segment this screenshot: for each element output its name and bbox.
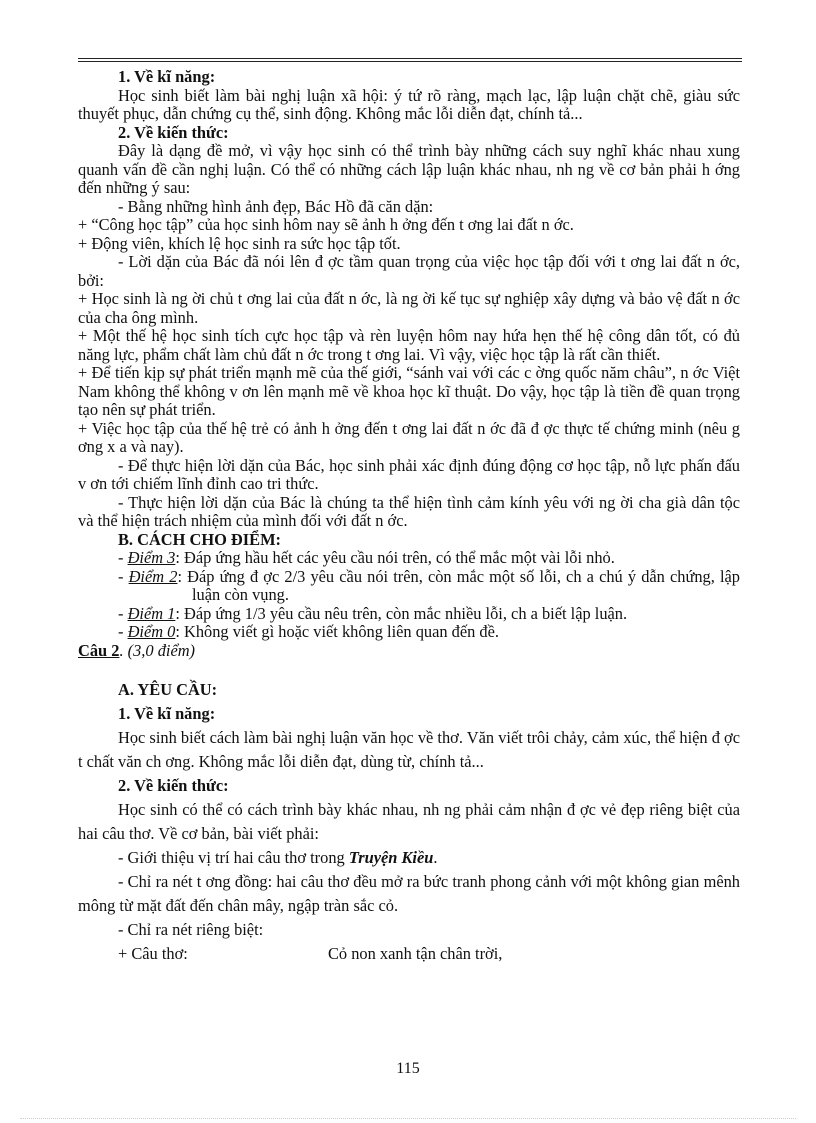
scoring-heading: B. CÁCH CHO ĐIỂM: — [118, 529, 281, 549]
dash-item: - Bằng những hình ảnh đẹp, Bác Hồ đã căn dặn: — [118, 196, 434, 216]
score-text: : Không viết gì hoặc viết không liên quan đến đề. — [175, 622, 500, 641]
knowledge-intro: Đây là dạng đề mở, vì vậy học sinh có thể trình bày những cách suy nghĩ khác nhau xung quanh vấn đề cần nghị luận. Có thể có những cách lập luận khác nhau, nh ng về cơ bản phải h ớng đến những ý sau: — [78, 141, 740, 197]
page-content — [78, 68, 740, 966]
plus-item: + Để tiến kịp sự phát triển mạnh mẽ của thế giới, “sánh vai với các c ờng quốc năm châu”, n ớc Việt Nam không thể không v ơn lên mạnh mẽ về khoa học kĩ thuật. Do vậy, học tập là tiền đề quan trọng tạo nên sự phát triển. — [78, 363, 740, 419]
question-2-title — [78, 642, 740, 661]
requirements-heading: A. YÊU CẦU: — [118, 680, 218, 699]
q2-dash-item — [78, 846, 740, 870]
dash-item: - Để thực hiện lời dặn của Bác, học sinh phải xác định đúng động cơ học tập, nỗ lực phấn đấu v ơn tới chiếm lĩnh đỉnh cao tri thức. — [78, 455, 740, 493]
verse-text: Cỏ non xanh tận chân trời, — [328, 944, 503, 963]
question-2-points: . (3,0 điểm) — [119, 640, 196, 660]
q2-knowledge-intro: Học sinh có thể có cách trình bày khác nhau, nh ng phải cảm nhận đ ợc vẻ đẹp riêng biệt của hai câu thơ. Về cơ bản, bài viết phải: — [78, 800, 740, 843]
plus-item: + Học sinh là ng ời chủ t ơng lai của đất n ớc, là ng ời kế tục sự nghiệp xây dựng và bảo vệ đất n ớc của cha ông mình. — [78, 289, 740, 327]
score-item: - Điểm 3: Đáp ứng hầu hết các yêu cầu nói trên, có thể mắc một vài lỗi nhỏ. — [118, 548, 615, 567]
question-2-body — [78, 678, 740, 966]
score-text: : Đáp ứng hầu hết các yêu cầu nói trên, có thể mắc một vài lỗi nhỏ. — [175, 548, 615, 567]
plus-item: + Việc học tập của thế hệ trẻ có ảnh h ởng đến t ơng lai đất n ớc đã đ ợc thực tế chứng minh (nêu g ơng x a và nay). — [78, 418, 740, 456]
work-title: Truyện Kiều — [348, 848, 434, 867]
score-text: : Đáp ứng đ ợc 2/3 yêu cầu nói trên, còn mắc một số lỗi, ch a chú ý dẫn chứng, lập luận còn vụng. — [177, 566, 741, 604]
verse-line — [78, 942, 740, 966]
heading-knowledge: 2. Về kiến thức: — [118, 122, 229, 142]
plus-item: + “Công học tập” của học sinh hôm nay sẽ ảnh h ởng đến t ơng lai đất n ớc. — [78, 215, 574, 234]
q2-dash-end: . — [433, 848, 438, 867]
header-rule-top — [78, 58, 742, 59]
score-label: Điểm 0 — [127, 622, 176, 641]
score-item: - Điểm 2: Đáp ứng đ ợc 2/3 yêu cầu nói trên, còn mắc một số lỗi, ch a chú ý dẫn chứng, lập luận còn vụng. — [118, 566, 741, 604]
header-rule-bottom — [78, 61, 742, 62]
score-item: - Điểm 1: Đáp ứng 1/3 yêu cầu nêu trên, còn mắc nhiều lỗi, ch a biết lập luận. — [118, 603, 628, 623]
q2-heading-skill: 1. Về kĩ năng: — [118, 704, 216, 723]
bottom-dotted-rule — [20, 1118, 796, 1119]
score-label: Điểm 2 — [128, 566, 178, 586]
heading-skill: 1. Về kĩ năng: — [118, 67, 216, 86]
score-label: Điểm 1 — [127, 603, 176, 623]
score-item: - Điểm 0: Không viết gì hoặc viết không liên quan đến đề. — [118, 622, 500, 641]
plus-item: + Một thế hệ học sinh tích cực học tập và rèn luyện hôm nay hứa hẹn thế hệ công dân tốt, có đủ năng lực, phẩm chất làm chủ đất n ớc trong t ơng lai. Vì vậy, việc học tập là rất cần thiết. — [78, 326, 740, 364]
question-2-label: Câu 2 — [78, 640, 120, 660]
verse-label: + Câu thơ: — [118, 944, 188, 963]
skill-text: Học sinh biết làm bài nghị luận xã hội: ý tứ rõ ràng, mạch lạc, lập luận chặt chẽ, giàu sức thuyết phục, dẫn chứng cụ thể, sinh động. Không mắc lỗi diễn đạt, chính tả... — [78, 85, 740, 123]
dash-item: - Thực hiện lời dặn của Bác là chúng ta thể hiện tình cảm kính yêu với ng ời cha già dân tộc và thể hiện trách nhiệm của mình đối với đất n ớc. — [78, 492, 740, 530]
q2-dash-item: - Chỉ ra nét riêng biệt: — [118, 920, 264, 939]
score-label: Điểm 3 — [127, 548, 176, 567]
dash-item: - Lời dặn của Bác đã nói lên đ ợc tầm quan trọng của việc học tập đối với t ơng lai đất n ớc, bởi: — [78, 252, 740, 290]
plus-item: + Động viên, khích lệ học sinh ra sức học tập tốt. — [78, 233, 401, 253]
q2-skill-text: Học sinh biết cách làm bài nghị luận văn học về thơ. Văn viết trôi chảy, cảm xúc, thể hiện đ ợc t chất văn ch ơng. Không mắc lỗi diễn đạt, dùng từ, chính tả... — [78, 728, 740, 771]
page-number: 115 — [396, 1060, 420, 1077]
q2-dash-item: - Chỉ ra nét t ơng đồng: hai câu thơ đều mở ra bức tranh phong cảnh với một không gian mênh mông từ mặt đất đến chân mây, ngập tràn sắc cỏ. — [78, 872, 740, 915]
q2-heading-knowledge: 2. Về kiến thức: — [118, 776, 229, 795]
q2-dash-text: - Giới thiệu vị trí hai câu thơ trong — [118, 848, 349, 867]
score-text: : Đáp ứng 1/3 yêu cầu nêu trên, còn mắc nhiều lỗi, ch a biết lập luận. — [175, 603, 628, 623]
